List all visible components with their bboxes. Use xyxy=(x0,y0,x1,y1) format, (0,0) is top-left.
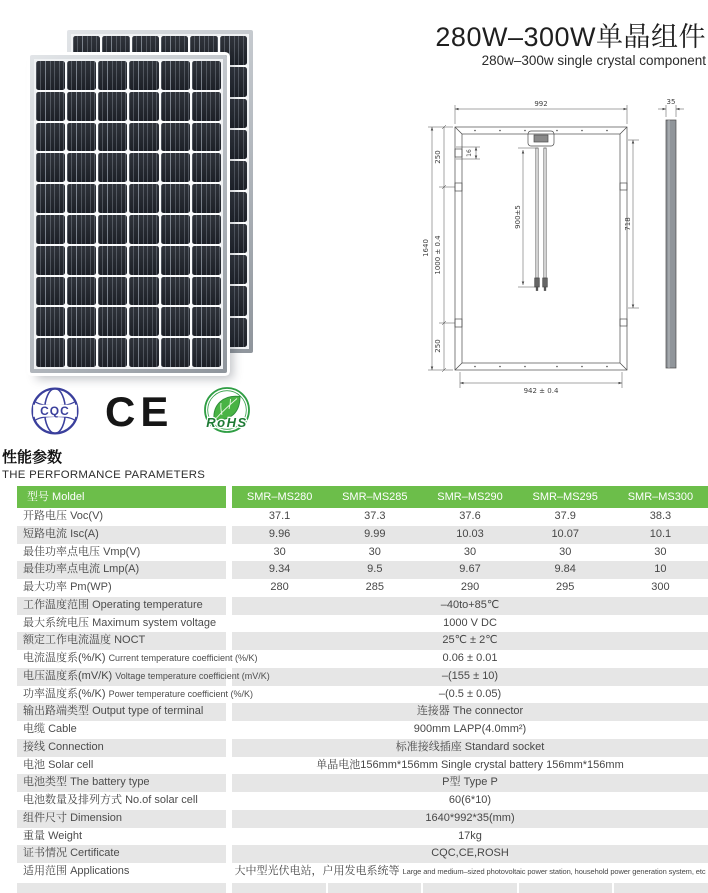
spec-label xyxy=(17,810,226,828)
table-row xyxy=(17,863,708,881)
spec-label xyxy=(17,526,226,544)
spec-value: 30 xyxy=(368,545,381,558)
solar-cell xyxy=(98,61,127,90)
spec-value-text: 单晶电池156mm*156mm Single crystal battery 156mm*156mm xyxy=(316,758,624,771)
spec-values xyxy=(232,828,708,846)
solar-cell xyxy=(161,184,190,213)
spec-value xyxy=(232,863,708,881)
spec-value-text: 1000 V DC xyxy=(443,616,497,629)
spec-label-cn: 最大系统电压 xyxy=(23,616,89,629)
solar-cell xyxy=(192,153,221,182)
solar-cell xyxy=(36,61,65,90)
model-name: SMR–MS300 xyxy=(627,491,694,503)
spec-label-cn: 短路电流 xyxy=(23,527,67,540)
cqc-logo xyxy=(30,386,80,436)
spec-value xyxy=(232,668,708,686)
connector xyxy=(543,278,548,287)
spec-label-en: Vmp(V) xyxy=(103,545,141,558)
table-body xyxy=(0,508,708,881)
spec-label-en: Voltage temperature coefficient (mV/K) xyxy=(115,670,270,681)
spec-values xyxy=(232,632,708,650)
solar-cell xyxy=(192,123,221,152)
spec-value-text: –(155 ± 10) xyxy=(441,669,499,682)
spec-label-en: No.of solar cell xyxy=(125,794,198,806)
solar-cell xyxy=(36,307,65,336)
spec-label xyxy=(17,597,226,615)
spec-value xyxy=(232,615,708,633)
solar-cell xyxy=(36,338,65,367)
spec-label-en: Certificate xyxy=(70,847,120,860)
spec-value xyxy=(232,828,708,846)
spec-value-text: 0.06 ± 0.01 xyxy=(442,652,498,664)
spec-label xyxy=(17,774,226,792)
spec-label-en: Solar cell xyxy=(48,758,94,771)
spec-label-en: Dimension xyxy=(70,811,123,824)
spec-values xyxy=(232,650,708,668)
table-row xyxy=(17,561,708,579)
spec-values xyxy=(232,757,708,775)
solar-cell xyxy=(67,277,96,306)
spec-label-cn: 电缆 xyxy=(23,723,45,735)
spec-label-cn: 重量 xyxy=(23,829,45,842)
table-row xyxy=(17,739,708,757)
table-row xyxy=(17,703,708,721)
solar-cell xyxy=(98,338,127,367)
solar-cell xyxy=(36,123,65,152)
table-footer-cell xyxy=(423,883,517,893)
page-title: 280W–300W单晶组件 xyxy=(435,22,706,52)
solar-cell xyxy=(67,61,96,90)
spec-label-cn: 电池数量及排列方式 xyxy=(23,794,122,806)
spec-label-en: Maximum system voltage xyxy=(92,616,217,629)
solar-cell xyxy=(98,246,127,275)
solar-cell xyxy=(192,61,221,90)
spec-value: 30 xyxy=(273,545,286,558)
spec-value-text: –40to+85℃ xyxy=(440,598,500,611)
table-row xyxy=(17,632,708,650)
spec-label-en: Operating temperature xyxy=(92,598,203,611)
spec-values xyxy=(232,579,708,597)
spec-values xyxy=(232,526,708,544)
spec-value: 37.9 xyxy=(554,510,576,522)
solar-cell xyxy=(129,277,158,306)
section-title-cn: 性能参数 xyxy=(2,449,63,466)
table-row xyxy=(17,757,708,775)
spec-label-cn: 电流温度系(%/K) xyxy=(23,652,106,664)
spec-value-text: –(0.5 ± 0.05) xyxy=(438,687,502,700)
spec-value: 37.1 xyxy=(268,510,291,522)
spec-value: 10.07 xyxy=(551,527,579,540)
solar-cell xyxy=(129,92,158,121)
dim-thickness: 35 xyxy=(666,98,676,106)
spec-value xyxy=(232,810,708,828)
model-name: SMR–MS295 xyxy=(532,491,598,503)
spec-value-text: 标准接线插座 Standard socket xyxy=(395,740,545,753)
spec-label-en: NOCT xyxy=(114,634,146,647)
solar-cell xyxy=(98,123,127,152)
spec-label-en: Isc(A) xyxy=(70,527,99,540)
solar-cell xyxy=(161,153,190,182)
dim-frame-width: 16 xyxy=(466,149,473,157)
spec-values xyxy=(232,774,708,792)
spec-label xyxy=(17,615,226,633)
spec-label-cn: 组件尺寸 xyxy=(23,811,67,824)
spec-values xyxy=(232,615,708,633)
spec-value: 9.67 xyxy=(459,563,481,576)
solar-cell xyxy=(192,338,221,367)
spec-value xyxy=(232,757,708,775)
table-row xyxy=(17,615,708,633)
solar-cell xyxy=(192,184,221,213)
solar-cell xyxy=(36,184,65,213)
solar-cell xyxy=(36,246,65,275)
table-row xyxy=(17,579,708,597)
spec-value-text: 900mm LAPP(4.0mm²) xyxy=(413,723,527,735)
solar-cell xyxy=(67,123,96,152)
spec-label-en: Pm(WP) xyxy=(70,581,112,593)
solar-cell xyxy=(161,61,190,90)
spec-value: 280 xyxy=(270,581,289,593)
spec-values xyxy=(232,561,708,579)
solar-cell xyxy=(129,153,158,182)
spec-label-cn: 适用范围 xyxy=(23,865,67,877)
spec-label-cn: 电池 xyxy=(23,758,45,771)
solar-cell xyxy=(36,215,65,244)
spec-values xyxy=(232,686,708,704)
spec-values xyxy=(232,792,708,810)
panel-cell-grid xyxy=(36,61,221,367)
spec-value-text: P型 Type P xyxy=(442,776,498,789)
spec-value: 37.6 xyxy=(459,510,481,522)
solar-cell xyxy=(67,92,96,121)
solar-cell xyxy=(67,307,96,336)
model-name: SMR–MS285 xyxy=(342,491,408,503)
table-row xyxy=(17,526,708,544)
spec-label xyxy=(17,544,226,562)
solar-cell xyxy=(98,277,127,306)
spec-value xyxy=(232,739,708,757)
spec-value xyxy=(232,774,708,792)
table-footer-bar xyxy=(17,883,708,893)
spec-label-cn: 电压温度系(mV/K) xyxy=(23,669,113,682)
table-row xyxy=(17,686,708,704)
solar-cell xyxy=(67,215,96,244)
spec-label xyxy=(17,508,226,526)
solar-cell xyxy=(129,307,158,336)
dim-total-height: 1640 xyxy=(422,239,430,257)
spec-values xyxy=(232,597,708,615)
spec-value: 9.96 xyxy=(268,527,291,540)
model-header-cell: 型号 Moldel xyxy=(17,486,226,508)
solar-cell xyxy=(67,153,96,182)
page-subtitle: 280w–300w single crystal component xyxy=(481,53,706,68)
spec-value: 30 xyxy=(654,545,667,558)
spec-value: 295 xyxy=(556,581,575,593)
spec-label xyxy=(17,561,226,579)
table-row xyxy=(17,721,708,739)
dimension-drawing xyxy=(420,95,708,395)
solar-cell xyxy=(161,277,190,306)
section-heading xyxy=(2,446,205,481)
solar-cell xyxy=(129,184,158,213)
spec-values xyxy=(232,703,708,721)
dim-hole-span-right: 718 xyxy=(624,217,632,231)
spec-value: 10 xyxy=(654,563,667,576)
solar-cell xyxy=(67,246,96,275)
spec-value xyxy=(232,597,708,615)
solar-cell xyxy=(129,123,158,152)
spec-value-text: 大中型光伏电站，户用发电系统等 xyxy=(234,865,400,877)
spec-value-text: 17kg xyxy=(458,829,482,842)
spec-label xyxy=(17,686,253,704)
spec-value: 30 xyxy=(463,545,477,558)
spec-value: 10.1 xyxy=(649,527,672,540)
model-name: SMR–MS280 xyxy=(246,491,313,503)
solar-cell xyxy=(36,153,65,182)
spec-value: 9.5 xyxy=(367,563,383,576)
spec-label-en: The battery type xyxy=(70,776,150,789)
rohs-label: RoHS xyxy=(206,415,248,430)
dim-bottom-width: 942 ± 0.4 xyxy=(523,387,559,395)
solar-cell xyxy=(161,215,190,244)
spec-value-text: 25℃ ± 2℃ xyxy=(442,634,498,647)
solar-panel-front xyxy=(30,55,227,373)
spec-label-en: Applications xyxy=(70,865,130,877)
solar-cell xyxy=(98,92,127,121)
spec-label-en: Power temperature coefficient (%/K) xyxy=(108,688,253,699)
spec-label-cn: 工作温度范围 xyxy=(23,598,89,611)
spec-label-cn: 功率温度系(%/K) xyxy=(23,687,106,700)
spec-value: 38.3 xyxy=(649,510,672,522)
spec-value xyxy=(232,703,708,721)
solar-cell xyxy=(98,215,127,244)
spec-values xyxy=(232,721,708,739)
ce-label: CE xyxy=(105,389,174,433)
spec-value: 37.3 xyxy=(364,510,386,522)
spec-value xyxy=(232,686,708,704)
spec-label xyxy=(17,721,226,739)
table-row xyxy=(17,650,708,668)
spec-values xyxy=(232,739,708,757)
spec-value: 290 xyxy=(460,581,480,593)
spec-label-cn: 电池类型 xyxy=(23,776,67,789)
solar-cell xyxy=(129,246,158,275)
solar-cell xyxy=(98,184,127,213)
panel-backsheet xyxy=(34,59,223,369)
spec-values xyxy=(232,544,708,562)
table-row xyxy=(17,508,708,526)
dim-top-offset: 250 xyxy=(434,150,442,164)
spec-values xyxy=(232,668,708,686)
table-footer-cell xyxy=(328,883,422,893)
solar-cell xyxy=(129,61,158,90)
spec-label xyxy=(17,739,226,757)
table-footer-cell xyxy=(17,883,226,893)
spec-value xyxy=(232,650,708,668)
table-footer-cell xyxy=(232,883,326,893)
solar-cell xyxy=(161,307,190,336)
dim-top-width: 992 xyxy=(534,100,548,108)
spec-label-en: Cable xyxy=(48,723,77,735)
spec-label-en: Lmp(A) xyxy=(103,563,140,576)
table-row xyxy=(17,810,708,828)
spec-label xyxy=(17,650,258,668)
spec-label xyxy=(17,579,226,597)
solar-cell xyxy=(129,338,158,367)
spec-value: 30 xyxy=(559,545,572,558)
solar-cell xyxy=(36,92,65,121)
table-footer-cell xyxy=(519,883,613,893)
table-row xyxy=(17,774,708,792)
spec-value: 9.99 xyxy=(364,527,386,540)
table-row xyxy=(17,828,708,846)
spec-label xyxy=(17,863,226,881)
solar-cell xyxy=(161,246,190,275)
title-block xyxy=(435,22,706,68)
spec-value-text: CQC,CE,ROSH xyxy=(431,847,509,860)
spec-values xyxy=(232,810,708,828)
spec-label-en: Weight xyxy=(48,829,83,842)
spec-value xyxy=(232,721,708,739)
spec-label xyxy=(17,632,226,650)
section-title-en: THE PERFORMANCE PARAMETERS xyxy=(2,469,206,481)
spec-value: 285 xyxy=(365,581,384,593)
spec-label-cn: 最佳功率点电压 xyxy=(23,545,100,558)
cable-left xyxy=(536,148,538,278)
spec-label-en: Output type of terminal xyxy=(92,705,204,718)
spec-label xyxy=(17,845,226,863)
spec-value: 9.84 xyxy=(554,563,576,576)
spec-label-cn: 最佳功率点电流 xyxy=(23,563,100,576)
spec-label-cn: 最大功率 xyxy=(23,581,67,593)
side-profile xyxy=(666,120,676,368)
spec-label xyxy=(17,757,226,775)
table-footer-cell xyxy=(614,883,708,893)
spec-label xyxy=(17,792,226,810)
spec-label xyxy=(17,703,226,721)
spec-label-cn: 输出路端类型 xyxy=(23,705,89,718)
table-row xyxy=(17,845,708,863)
table-row xyxy=(17,792,708,810)
spec-value-en: Large and medium–sized photovoltaic power station, household power generation system, etc xyxy=(402,867,706,876)
spec-value xyxy=(232,632,708,650)
solar-cell xyxy=(192,246,221,275)
spec-value: 300 xyxy=(651,581,670,593)
solar-cell xyxy=(67,184,96,213)
solar-cell xyxy=(161,92,190,121)
table-row xyxy=(17,668,708,686)
spec-label-en: Current temperature coefficient (%/K) xyxy=(108,653,258,663)
spec-value-text: 60(6*10) xyxy=(448,794,492,806)
spec-label-cn: 开路电压 xyxy=(23,510,67,522)
spec-value xyxy=(232,792,708,810)
rohs-logo xyxy=(202,386,252,436)
spec-value-text: 连接器 The connector xyxy=(416,705,524,718)
spec-value xyxy=(232,845,708,863)
solar-cell xyxy=(161,123,190,152)
cable-right xyxy=(544,148,546,278)
spec-label-cn: 接线 xyxy=(23,740,45,753)
panel-outline xyxy=(455,127,627,370)
solar-cell xyxy=(129,215,158,244)
connector xyxy=(535,278,540,287)
certification-logos xyxy=(30,386,252,436)
performance-table xyxy=(0,486,708,893)
solar-cell xyxy=(192,215,221,244)
solar-cell xyxy=(98,153,127,182)
spec-label-cn: 证书情况 xyxy=(23,847,67,860)
spec-values xyxy=(232,508,708,526)
spec-label-cn: 额定工作电流温度 xyxy=(23,634,111,647)
model-name: SMR–MS290 xyxy=(437,491,503,503)
solar-cell xyxy=(192,277,221,306)
cqc-label: CQC xyxy=(40,403,70,418)
dim-bottom-offset: 250 xyxy=(434,339,442,353)
spec-value-text: 1640*992*35(mm) xyxy=(425,811,515,824)
table-header xyxy=(17,486,708,508)
spec-values xyxy=(232,863,708,881)
solar-cell xyxy=(192,307,221,336)
table-row xyxy=(17,544,708,562)
solar-cell xyxy=(192,92,221,121)
spec-value: 10.03 xyxy=(456,527,484,540)
ce-logo xyxy=(104,389,178,433)
spec-label xyxy=(17,828,226,846)
spec-values xyxy=(232,845,708,863)
spec-label-en: Voc(V) xyxy=(70,510,104,522)
spec-value: 9.34 xyxy=(268,563,291,576)
solar-cell xyxy=(161,338,190,367)
solar-cell xyxy=(36,277,65,306)
solar-cell xyxy=(98,307,127,336)
solar-cell xyxy=(67,338,96,367)
dim-hole-span-left: 1000 ± 0.4 xyxy=(434,235,442,275)
table-row xyxy=(17,597,708,615)
spec-label xyxy=(17,668,270,686)
spec-label-en: Connection xyxy=(48,740,104,753)
dim-cable-length: 900±5 xyxy=(514,205,522,229)
